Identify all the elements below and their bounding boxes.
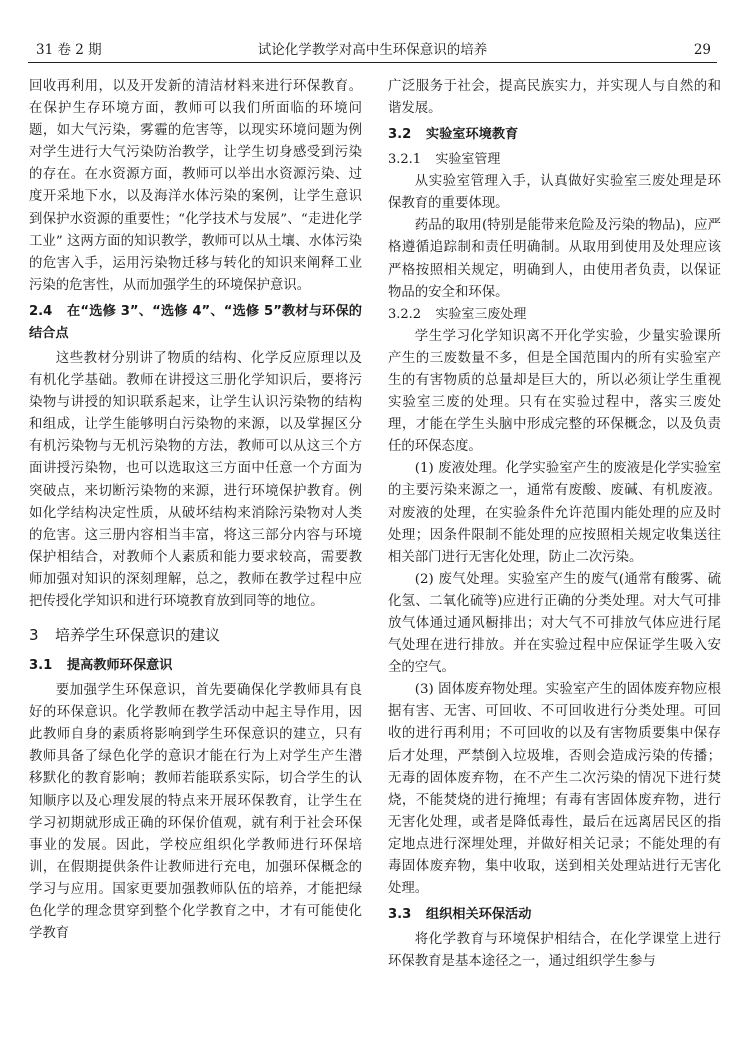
section-number: 3.2.1	[388, 152, 422, 168]
section-heading-3-2	[388, 124, 721, 146]
section-title: 组织相关环保活动	[425, 907, 532, 923]
section-number: 3.1	[29, 658, 53, 674]
right-column	[388, 76, 721, 1036]
section-heading-3-1	[29, 655, 362, 677]
section-heading-3	[29, 623, 362, 647]
paragraph: 这些教材分别讲了物质的结构、化学反应原理以及有机化学基础。教师在讲授这三册化学知识后，要将污染物与讲授的知识联系起来，让学生认识污染物的结构和组成，让学生能够明白污染物的来源，以及掌握区分有机污染物与无机污染物的方法，教师可以从这三个方面讲授污染物，也可以选取这三方面中任意一个方面为突破点，来切断污染物的来源，进行环境保护教育。例如化学结构决定性质，从破坏结构来消除污染物对人类的危害。这三册内容相当丰富，将这三部分内容与环境保护相结合，对教师个人素质和能力要求较高，需要教师加强对知识的深刻理解，总之，教师在教学过程中应把传授化学知识和进行环境教育放到同等的地位。	[29, 350, 362, 609]
running-title: 试论化学教学对高中生环保意识的培养	[257, 42, 488, 58]
section-title: 在“选修 3”、“选修 4”、“选修 5”教材与环保的结合点	[29, 303, 362, 341]
subsection-heading-3-2-1	[388, 149, 721, 171]
section-title: 实验室管理	[435, 152, 501, 168]
section-number: 3.2	[388, 127, 412, 143]
section-title: 提高教师环保意识	[66, 658, 173, 674]
paragraph: (1) 废液处理。化学实验室产生的废液是化学实验室的主要污染来源之一，通常有废酸、废碱、有机废液。对废液的处理，在实验条件允许范围内能处理的应及时处理；因条件限制不能处理的应按照相关规定收集送往相关部门进行无害化处理，防止二次污染。	[388, 461, 721, 565]
paragraph: 要加强学生环保意识，首先要确保化学教师具有良好的环保意识。化学教师在教学活动中起主导作用，因此教师自身的素质将影响到学生环保意识的建立，只有教师具备了绿色化学的意识才能在行为上对学生产生潜移默化的教育影响；教师若能联系实际，切合学生的认知顺序以及心理发展的特点来开展环保教育，让学生在学习初期就形成正确的环保价值观，就有利于社会环保事业的发展。因此，学校应组织化学教师进行环保培训，在假期提供条件让教师进行充电，加强环保概念的学习与应用。国家更要加强教师队伍的培养，才能把绿色化学的理念贯穿到整个化学教育之中，才有可能使化学教育	[29, 683, 362, 942]
paragraph: 将化学教育与环境保护相结合，在化学课堂上进行环保教育是基本途径之一，通过组织学生参与	[388, 932, 721, 970]
page-number: 29	[693, 42, 711, 58]
running-header	[28, 38, 717, 63]
paragraph: (2) 废气处理。实验室产生的废气(通常有酸雾、硫化氢、二氧化硫等)应进行正确的分类处理。对大气可排放气体通过通风橱排出；对大气不可排放气体应进行尾气处理在进行排放。并在实验过程中应保证学生吸入安全的空气。	[388, 571, 721, 676]
subsection-heading-3-2-2	[388, 304, 721, 326]
paragraph: 广泛服务于社会，提高民族实力，并实现人与自然的和谐发展。	[388, 79, 721, 117]
section-number: 2.4	[29, 303, 53, 319]
section-heading-3-3	[388, 904, 721, 926]
paragraph: 学生学习化学知识离不开化学实验，少量实验课所产生的三废数量不多，但是全国范围内的所有实验室产生的有害物质的总量却是巨大的，所以必须让学生重视实验室三废的处理。只有在实验过程中，落实三废处理，才能在学生头脑中形成完整的环保概念，以及负责任的环保态度。	[388, 328, 721, 455]
paragraph: 药品的取用(特别是能带来危险及污染的物品)，应严格遵循追踪制和责任明确制。从取用到使用及处理应该严格按照相关规定，明确到人，由使用者负责，以保证物品的安全和环保。	[388, 218, 721, 300]
paragraph: 从实验室管理入手，认真做好实验室三废处理是环保教育的重要体现。	[388, 174, 721, 212]
section-number: 3.3	[388, 907, 412, 923]
section-number: 3	[29, 626, 39, 645]
paragraph: 回收再利用，以及开发新的清洁材料来进行环保教育。在保护生存环境方面，教师可以我们所面临的环境问题，如大气污染，雾霾的危害等，以现实环境问题为例对学生进行大气污染防治教学，让学生切身感受到污染的存在。在水资源方面，教师可以举出水资源污染、过度开采地下水，以及海洋水体污染的案例，让学生意识到保护水资源的重要性；“化学技术与发展”、“走进化学工业” 这两方面的知识教学，教师可以从土壤、水体污染的危害入手，运用污染物迁移与转化的知识来阐释工业污染的危害性，从而加强学生的环境保护意识。	[29, 79, 362, 293]
issue-label: 31 卷 2 期	[36, 42, 102, 58]
paragraph: (3) 固体废弃物处理。实验室产生的固体废弃物应根据有害、无害、可回收、不可回收进行分类处理。可回收的进行再利用；不可回收的以及有害物质要集中保存后才处理，严禁倒入垃圾堆，否则会造成污染的传播；无毒的固体废弃物，在不产生二次污染的情况下进行焚烧，不能焚烧的进行掩埋；有毒有害固体废弃物，进行无害化处理，或者是降低毒性，最后在远离居民区的指定地点进行深埋处理，并做好相关记录；不能处理的有毒固体废弃物，集中收取，送到相关处理站进行无害化处理。	[388, 682, 721, 897]
section-title: 培养学生环保意识的建议	[55, 626, 221, 645]
section-number: 3.2.2	[388, 306, 422, 322]
section-heading-2-4	[29, 301, 362, 345]
left-column	[29, 76, 362, 1036]
section-title: 实验室三废处理	[435, 306, 527, 322]
section-title: 实验室环境教育	[425, 127, 519, 143]
